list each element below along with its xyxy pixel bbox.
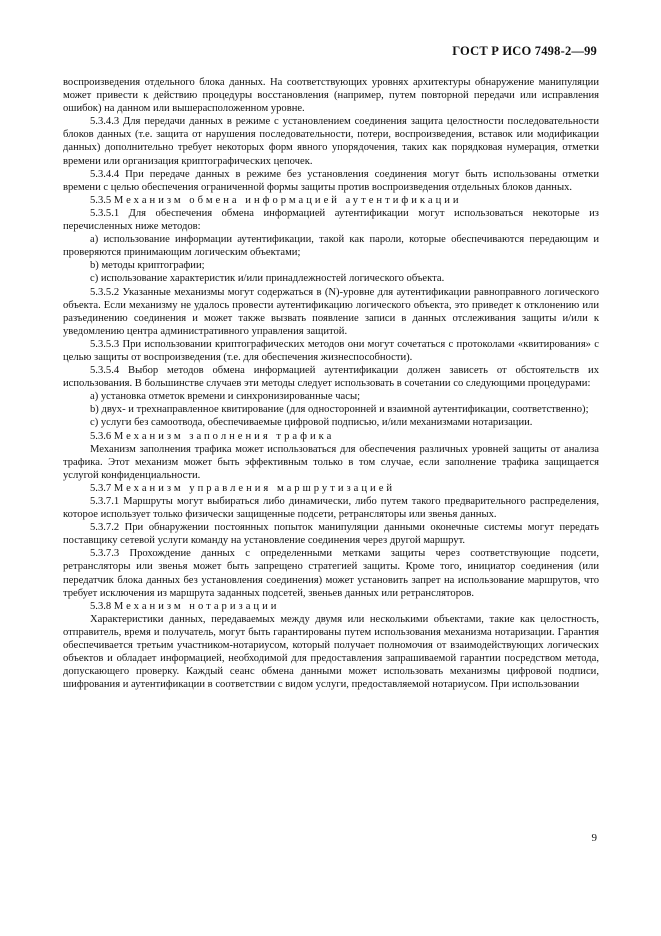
paragraph-5-3-4-3: 5.3.4.3 Для передачи данных в режиме с установлением соединения защита целостности последовательности блоков данных (т.е. защита от нарушения последовательности, потери, воспроизведения, вставок или модификации данных) дополнительно требует некоторых форм явного упорядочения, таких как порядковая нумерация, отметки времени или организация криптографических цепочек. bbox=[63, 116, 599, 167]
section-number: 5.3.8 bbox=[90, 600, 112, 612]
paragraph-continuation: воспроизведения отдельного блока данных. На соответствующих уровнях архитектуры обнаружение манипуляции может привести к действию процедуры восстановления (например, путем повторной передачи или исправления ошибок) на данном или вышерасположенном уровне. bbox=[63, 77, 599, 115]
section-number: 5.3.7 bbox=[90, 482, 112, 494]
paragraph-5-3-7-1: 5.3.7.1 Маршруты могут выбираться либо динамически, либо путем такого предварительного распределения, которое использует только физически защищенные подсети, ретрансляторы или звенья данных. bbox=[63, 496, 599, 521]
document-code-header: ГОСТ Р ИСО 7498-2—99 bbox=[452, 44, 597, 58]
paragraph-5-3-5-1: 5.3.5.1 Для обеспечения обмена информацией аутентификации могут использоваться некоторые из перечисленных ниже методов: bbox=[63, 207, 599, 233]
section-heading-5-3-5 bbox=[63, 194, 599, 207]
list-item-c: c) услуги без самоотвода, обеспечиваемые цифровой подписью, и/или механизмами нотаризации. bbox=[90, 417, 533, 429]
page-number: 9 bbox=[591, 832, 597, 844]
paragraph-5-3-5-2: 5.3.5.2 Указанные механизмы могут содержаться в (N)-уровне для аутентификации равноправного логического объекта. Если механизму не удалось провести аутентификацию логического объекта, это приведет к отклонению или разъединению соединения и может также вызвать появление записи в данных отслеживания защиты и/или к уведомлению центра административного управления защитой. bbox=[63, 286, 599, 337]
section-heading-5-3-7 bbox=[63, 482, 599, 495]
paragraph-5-3-7-2: 5.3.7.2 При обнаружении постоянных попыток манипуляции данными оконечные системы могут передать поставщику сетевой услуги команду на установление соединения через другой маршрут. bbox=[63, 522, 599, 547]
section-number: 5.3.5 bbox=[90, 194, 112, 206]
list-item-b: b) методы криптографии; bbox=[90, 260, 205, 272]
paragraph-5-3-7-3: 5.3.7.3 Прохождение данных с определенными метками защиты через соответствующие подсети, ретрансляторы или звенья может быть запрещено стратегией защиты. Кроме того, инициатор соединения (или передатчик блока данных без установления соединения) может установить запрет на использование маршрутов, что требует исключения из маршрута заданных подсетей, звеньев данных или ретрансляторов. bbox=[63, 548, 599, 599]
paragraph-5-3-4-4: 5.3.4.4 При передаче данных в режиме без установления соединения могут быть использованы отметки времени с целью обеспечения ограниченной формы защиты против воспроизведения отдельных блоков данных. bbox=[63, 168, 599, 193]
list-item-a: a) установка отметок времени и синхронизированные часы; bbox=[90, 391, 361, 403]
section-title: Механизм нотаризации bbox=[113, 600, 280, 612]
section-heading-5-3-8 bbox=[63, 600, 599, 613]
list-item-b: b) двух- и трехнаправленное квитирование (для односторонней и взаимной аутентификации, соответственно); bbox=[90, 404, 589, 416]
paragraph-5-3-5-3: 5.3.5.3 При использовании криптографических методов они могут сочетаться с протоколами «квитирования» с целью защиты от воспроизведения (т.е. для обеспечения жизнеспособности). bbox=[63, 338, 599, 363]
paragraph-5-3-5-4: 5.3.5.4 Выбор методов обмена информацией аутентификации должен зависеть от обстоятельств их использования. В большинстве случаев эти методы следует использовать в сочетании со следующими процедурами: bbox=[63, 365, 599, 390]
document-body bbox=[63, 76, 599, 691]
section-title: Механизм управления маршрутизацией bbox=[113, 482, 396, 494]
section-title: Механизм обмена информацией аутентификации bbox=[113, 194, 462, 206]
section-number: 5.3.6 bbox=[90, 430, 112, 442]
paragraph-5-3-8: Характеристики данных, передаваемых между двумя или несколькими объектами, такие как целостность, отправитель, время и получатель, могут быть гарантированы путем использования механизма нотаризации. Гарантия обеспечивается третьим участником-нотариусом, который получает полномочия от взаимодействующих логических объектов и обладает информацией, необходимой для предоставления запрашиваемой гарантии посредством метода, допускающего проверку. Каждый сеанс обмена данными может использовать механизмы цифровой подписи, шифрования и аутентификации в соответствии с видом услуги, предоставляемой нотариусом. При использовании bbox=[63, 613, 599, 691]
section-heading-5-3-6 bbox=[63, 430, 599, 443]
section-title: Механизм заполнения трафика bbox=[113, 430, 335, 442]
list-item-c: c) использование характеристик и/или принадлежностей логического объекта. bbox=[90, 273, 445, 285]
paragraph-5-3-6: Механизм заполнения трафика может использоваться для обеспечения различных уровней защиты от анализа трафика. Этот механизм может быть эффективным только в том случае, если заполнение трафика защищается услугой конфиденциальности. bbox=[63, 443, 599, 481]
list-item-a: a) использование информации аутентификации, такой как пароли, которые обеспечиваются передающим и проверяются принимающим логическим объектами; bbox=[63, 234, 599, 259]
